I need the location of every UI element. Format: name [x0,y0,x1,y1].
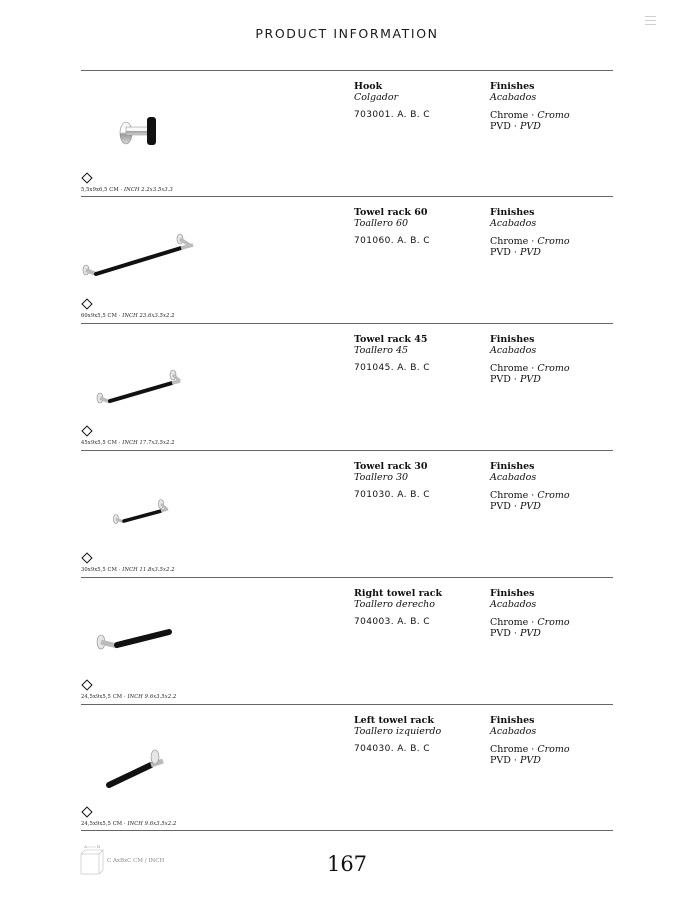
right-towel-rack-image [81,578,281,678]
product-name-es: Toallero derecho [354,599,435,610]
product-code: 704003. A. B. C [354,617,430,627]
menu-lines-icon[interactable] [645,16,656,27]
product-name: Towel rack 30 [354,461,428,472]
product-name: Left towel rack [354,715,434,726]
finish-pvd: PVD · PVD [490,755,541,766]
finish-pvd: PVD · PVD [490,247,541,258]
page-number: 167 [326,852,368,876]
product-name-es: Toallero 30 [354,472,409,483]
product-dimensions: 24,5x9x5,5 CM · INCH 9.6x3.5x2.2 [81,694,177,700]
finishes-label-es: Acabados [490,218,537,229]
dimension-legend: C AxBxC CM / INCH [107,858,165,864]
finishes-label-es: Acabados [490,345,537,356]
finishes-label: Finishes [490,715,535,726]
finish-chrome: Chrome · Cromo [490,617,570,628]
left-towel-rack-image [81,705,281,805]
finish-chrome: Chrome · Cromo [490,110,570,121]
product-name: Hook [354,81,383,92]
finishes-label: Finishes [490,461,535,472]
finishes-label: Finishes [490,81,535,92]
product-name: Right towel rack [354,588,443,599]
svg-text:A: A [84,844,87,849]
finishes-label-es: Acabados [490,472,537,483]
product-row-towel-rack-30 [81,450,613,577]
product-dimensions: 30x9x5,5 CM · INCH 11.8x3.5x2.2 [81,567,175,573]
product-name: Towel rack 60 [354,207,428,218]
product-dimensions: 5,5x9x6,5 CM · INCH 2.2x3.5x3.3 [81,187,173,193]
product-code: 701030. A. B. C [354,490,430,500]
page-title: PRODUCT INFORMATION [255,26,439,41]
hook-image [81,71,281,171]
product-name-es: Toallero 45 [354,345,409,356]
product-row-towel-rack-60 [81,196,613,323]
product-dimensions: 60x9x5,5 CM · INCH 23.6x3.5x2.2 [81,313,175,319]
svg-text:B: B [97,844,100,849]
product-code: 701060. A. B. C [354,236,430,246]
finishes-label: Finishes [490,588,535,599]
product-row-towel-rack-45 [81,323,613,450]
diamond-outline-icon [81,552,92,563]
finishes-label: Finishes [490,207,535,218]
product-name: Towel rack 45 [354,334,428,345]
finishes-label-es: Acabados [490,92,537,103]
towel-rack-30-image [81,451,281,551]
finish-chrome: Chrome · Cromo [490,490,570,501]
finish-chrome: Chrome · Cromo [490,744,570,755]
finishes-label: Finishes [490,334,535,345]
diamond-outline-icon [81,172,92,183]
diamond-outline-icon [81,425,92,436]
towel-rack-60-image [81,197,281,297]
product-code: 703001. A. B. C [354,110,430,120]
product-name-es: Toallero izquierdo [354,726,442,737]
finishes-label-es: Acabados [490,726,537,737]
finish-pvd: PVD · PVD [490,501,541,512]
finish-chrome: Chrome · Cromo [490,236,570,247]
product-code: 701045. A. B. C [354,363,430,373]
finish-pvd: PVD · PVD [490,628,541,639]
product-dimensions: 45x9x5,5 CM · INCH 17.7x3.5x2.2 [81,440,175,446]
product-code: 704030. A. B. C [354,744,430,754]
finish-pvd: PVD · PVD [490,121,541,132]
finish-pvd: PVD · PVD [490,374,541,385]
towel-rack-45-image [81,324,281,424]
finishes-label-es: Acabados [490,599,537,610]
product-row-hook [81,70,613,197]
diamond-outline-icon [81,679,92,690]
finish-chrome: Chrome · Cromo [490,363,570,374]
product-row-right-towel-rack [81,577,613,704]
diamond-outline-icon [81,806,92,817]
product-name-es: Toallero 60 [354,218,409,229]
product-name-es: Colgador [354,92,399,103]
product-dimensions: 24,5x9x5,5 CM · INCH 9.6x3.5x2.2 [81,821,177,827]
product-row-left-towel-rack [81,704,613,831]
diamond-outline-icon [81,298,92,309]
